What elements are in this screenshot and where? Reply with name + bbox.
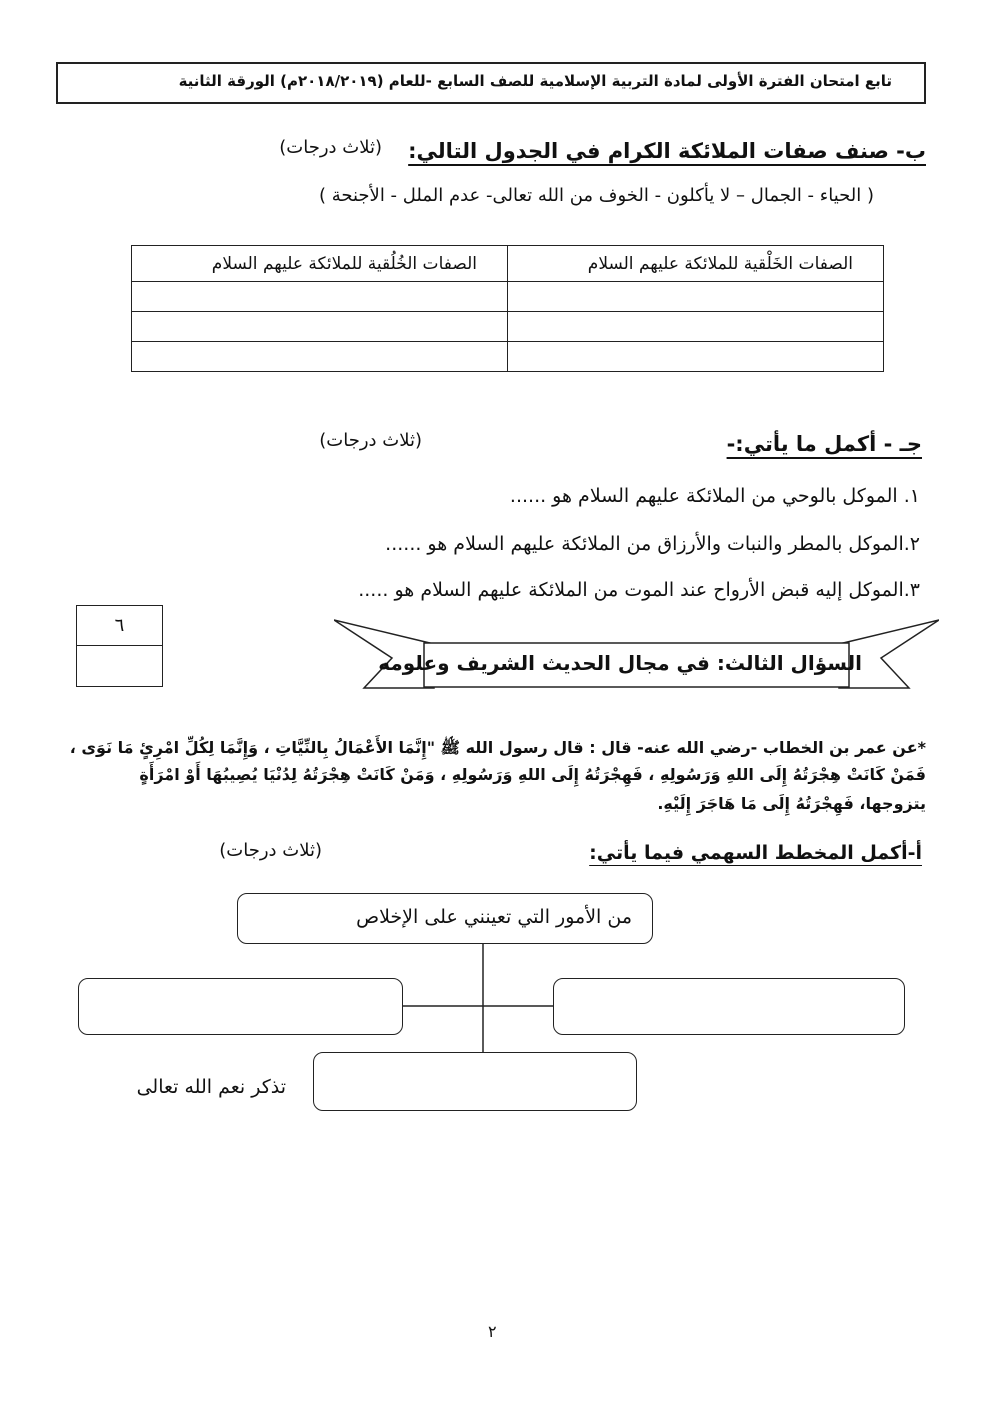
hadith-line-1: *عن عمر بن الخطاب -رضي الله عنه- قال : قال رسول الله ﷺ "إِنَّمَا الأَعْمَالُ بِالنِّيَّاتِ ، وَإِنَّمَا لِكُلِّ امْرِئٍ مَا نَوَى ، — [69, 738, 926, 757]
complete-item-3: ٣.الموكل إليه قبض الأرواح عند الموت من الملائكة عليهم السلام هو ..... — [358, 579, 920, 601]
section-b-heading: ب- صنف صفات الملائكة الكرام في الجدول التالي: — [408, 139, 926, 163]
flowchart-marks: (ثلاث درجات) — [219, 840, 322, 861]
section-c-heading: جـ - أكمل ما يأتي:- — [726, 432, 922, 456]
hadith-line-3: يتزوجها، فَهِجْرَتُهُ إِلَى مَا هَاجَرَ إِلَيْهِ. — [657, 794, 926, 813]
header-moral-traits: الصفات الخُلُقية للملائكة عليهم السلام — [132, 246, 508, 282]
flowchart-answer-box-right[interactable] — [553, 978, 905, 1035]
flowchart-main-text: من الأمور التي تعينني على الإخلاص — [356, 906, 632, 928]
complete-item-2: ٢.الموكل بالمطر والنبات والأرزاق من الملائكة عليهم السلام هو ...... — [385, 533, 920, 555]
exam-header-title: تابع امتحان الفترة الأولى لمادة التربية الإسلامية للصف السابع -للعام (٢٠١٨/٢٠١٩م) الورقة الثانية — [178, 72, 892, 90]
section-c-marks: (ثلاث درجات) — [319, 430, 422, 451]
flowchart-heading: أ-أكمل المخطط السهمي فيما يأتي: — [589, 842, 922, 864]
hadith-line-2: فَمَنْ كَانَتْ هِجْرَتُهُ إِلَى اللهِ وَرَسُولِهِ ، فَهِجْرَتُهُ إِلَى اللهِ وَرَسُولِهِ ، وَمَنْ كَانَتْ هِجْرَتُهُ لِدُنْيَا يُصِيبُهَا أَوْ امْرَأَةٍ — [139, 765, 926, 784]
flowchart-answer-box-left[interactable] — [78, 978, 403, 1035]
question-3-title: السؤال الثالث: في مجال الحديث الشريف وعلومه — [378, 651, 862, 675]
header-physical-traits: الصفات الخَلْقية للملائكة عليهم السلام — [508, 246, 884, 282]
complete-item-1: ١. الموكل بالوحي من الملائكة عليهم السلام هو ...... — [509, 485, 920, 507]
score-total: ٦ — [77, 606, 162, 646]
section-b-marks: (ثلاث درجات) — [279, 137, 382, 158]
page-number: ٢ — [488, 1322, 497, 1341]
flowchart-main-box — [237, 893, 653, 944]
flowchart-example-label: تذكر نعم الله تعالى — [136, 1076, 286, 1098]
flowchart-answer-box-bottom[interactable] — [313, 1052, 637, 1111]
word-bank: ( الحياء - الجمال – لا يأكلون - الخوف من الله تعالى- عدم الملل - الأجنحة ) — [318, 185, 874, 206]
